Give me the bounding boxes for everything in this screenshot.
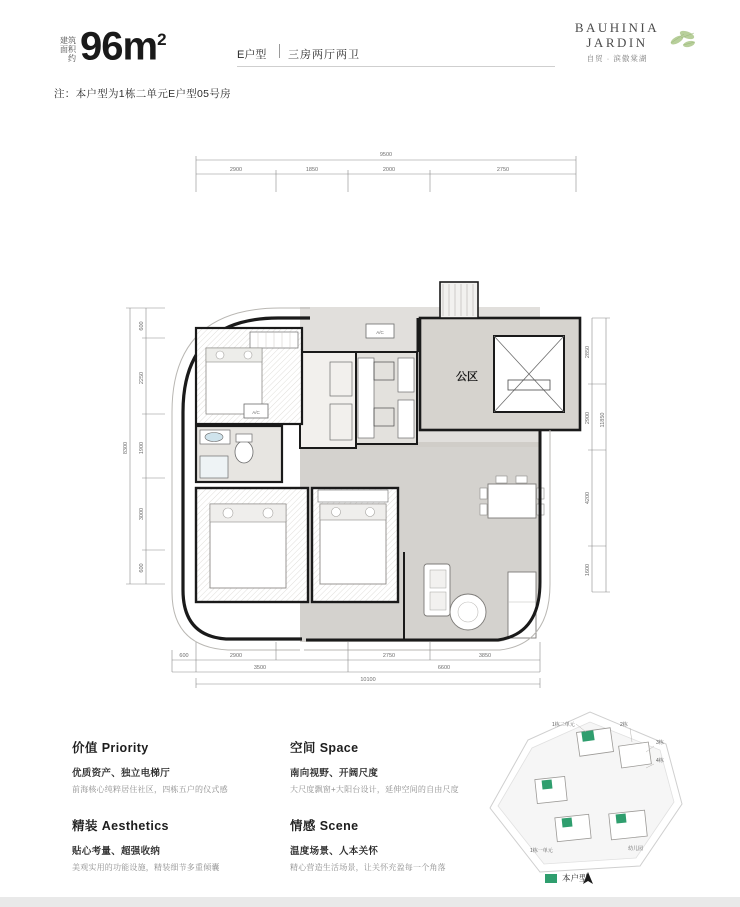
header-divider (279, 44, 280, 58)
bathroom-left (196, 426, 282, 482)
svg-text:A/C: A/C (376, 330, 384, 335)
svg-text:600: 600 (139, 321, 145, 331)
map-legend (545, 872, 588, 884)
superscript-two: 2 (157, 30, 166, 49)
site-map (470, 700, 710, 885)
unit-note: 注：本户型为1栋二单元E户型05号房 (54, 88, 231, 100)
footer-bar (0, 897, 740, 907)
entry-corridor (300, 352, 356, 448)
feature-subtitle: 贴心考量、超强收纳 (72, 846, 161, 857)
room-count-label: 三房两厅两卫 (288, 49, 360, 61)
svg-text:2750: 2750 (382, 653, 396, 659)
feature-title: 价值 Priority (72, 741, 149, 755)
svg-text:1栋二单元: 1栋二单元 (552, 722, 575, 728)
floor-plan (0, 112, 740, 702)
svg-text:3栋: 3栋 (656, 740, 664, 746)
svg-text:2850: 2850 (585, 345, 591, 359)
ac-unit-left (244, 404, 268, 418)
brand-line-1: BAUHINIA (574, 20, 660, 35)
svg-text:A/C: A/C (252, 410, 260, 415)
brand-chinese-tagline: 自贸 · 滨傲棠湖 (586, 54, 648, 63)
feature-title: 情感 Scene (290, 819, 359, 833)
dimension-top-labels (230, 152, 509, 173)
feature-description: 大尺度飘窗+大阳台设计，延伸空间的自由尺度 (290, 785, 459, 794)
dimension-top (196, 156, 576, 192)
brand-line-2: JARDIN (586, 35, 648, 50)
kitchen-area (355, 352, 417, 444)
legend-label: 本户型 (562, 873, 588, 883)
legend-swatch (545, 874, 557, 883)
unit-type-label: E户型 (237, 49, 267, 61)
svg-text:2250: 2250 (139, 371, 145, 385)
svg-text:1600: 1600 (585, 563, 591, 577)
dimension-left-labels (123, 321, 145, 572)
svg-text:3000: 3000 (139, 507, 145, 521)
svg-text:2900: 2900 (585, 411, 591, 425)
brand-logo (542, 20, 692, 76)
svg-text:2栋: 2栋 (620, 722, 628, 728)
svg-text:2750: 2750 (496, 167, 510, 173)
svg-text:10100: 10100 (360, 677, 376, 683)
dimension-bottom-labels (179, 653, 491, 683)
area-label: 建筑 面积约 (60, 36, 76, 63)
svg-text:6600: 6600 (437, 665, 451, 671)
feature-description: 美观实用的功能设施，精装细节多重倾囊 (72, 863, 220, 872)
svg-text:3850: 3850 (478, 653, 492, 659)
feature-title: 空间 Space (290, 741, 359, 755)
feature-subtitle: 南向视野、开阔尺度 (290, 768, 379, 779)
svg-text:3500: 3500 (253, 665, 267, 671)
svg-text:4200: 4200 (585, 491, 591, 505)
svg-text:2900: 2900 (229, 653, 243, 659)
leaf-icon (668, 26, 698, 52)
svg-text:9500: 9500 (379, 152, 393, 158)
feature-subtitle: 优质资产、独立电梯厅 (72, 768, 171, 779)
feature-title: 精装 Aesthetics (72, 819, 169, 833)
dimension-right (588, 318, 610, 592)
svg-text:1900: 1900 (139, 441, 145, 455)
highlighted-unit (581, 730, 594, 742)
svg-text:1850: 1850 (305, 167, 319, 173)
feature-priority (72, 738, 262, 795)
svg-text:4栋: 4栋 (656, 758, 664, 764)
dimension-left (126, 308, 165, 584)
svg-text:11850: 11850 (600, 412, 606, 428)
public-area (420, 282, 580, 430)
page-title: $96m^2$ (80, 24, 166, 69)
svg-text:2000: 2000 (382, 167, 396, 173)
svg-text:2900: 2900 (229, 167, 243, 173)
feature-description: 前海核心纯粹居住社区，四栋五户的仪式感 (72, 785, 228, 794)
ac-unit-top (366, 324, 394, 338)
dimension-right-labels (585, 346, 606, 576)
header-rule (237, 66, 555, 67)
feature-subtitle: 温度场景、人本关怀 (290, 846, 379, 857)
feature-scene (290, 816, 480, 873)
page-header (0, 0, 740, 108)
svg-text:1栋一单元: 1栋一单元 (530, 848, 553, 854)
svg-text:600: 600 (179, 653, 189, 659)
svg-text:幼儿园: 幼儿园 (628, 846, 644, 852)
room-label-public: 公区 (456, 371, 478, 383)
svg-text:600: 600 (139, 563, 145, 573)
feature-aesthetics (72, 816, 262, 873)
bedroom-master (196, 488, 308, 602)
feature-space (290, 738, 480, 795)
feature-description: 精心营造生活场景，让关怀充盈每一个角落 (290, 863, 446, 872)
bedroom-second (312, 488, 398, 602)
svg-text:8300: 8300 (123, 441, 129, 455)
dimension-bottom (172, 642, 540, 688)
